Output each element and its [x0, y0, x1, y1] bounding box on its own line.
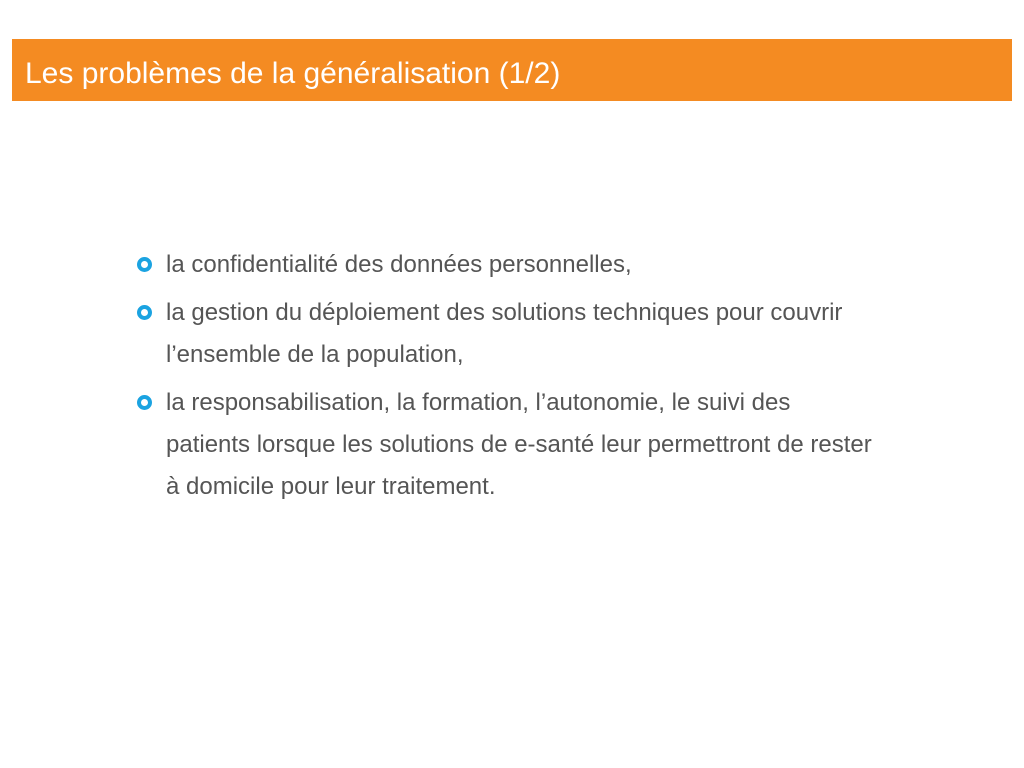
- slide-title: Les problèmes de la généralisation (1/2): [25, 57, 561, 90]
- bullet-text: la confidentialité des données personnelles,: [166, 251, 632, 278]
- bullet-item: [136, 292, 876, 376]
- bullet-list: [136, 244, 876, 514]
- bullet-text: la gestion du déploiement des solutions techniques pour couvrir l’ensemble de la population,: [166, 299, 843, 368]
- bullet-text: la responsabilisation, la formation, l’autonomie, le suivi des patients lorsque les solutions de e-santé leur permettront de rester à domicile pour leur traitement.: [166, 389, 872, 500]
- bullet-item: [136, 244, 876, 286]
- ring-bullet-icon: [137, 395, 152, 410]
- title-bar: [12, 39, 1012, 101]
- ring-bullet-icon: [137, 257, 152, 272]
- bullet-item: [136, 382, 876, 508]
- ring-bullet-icon: [137, 305, 152, 320]
